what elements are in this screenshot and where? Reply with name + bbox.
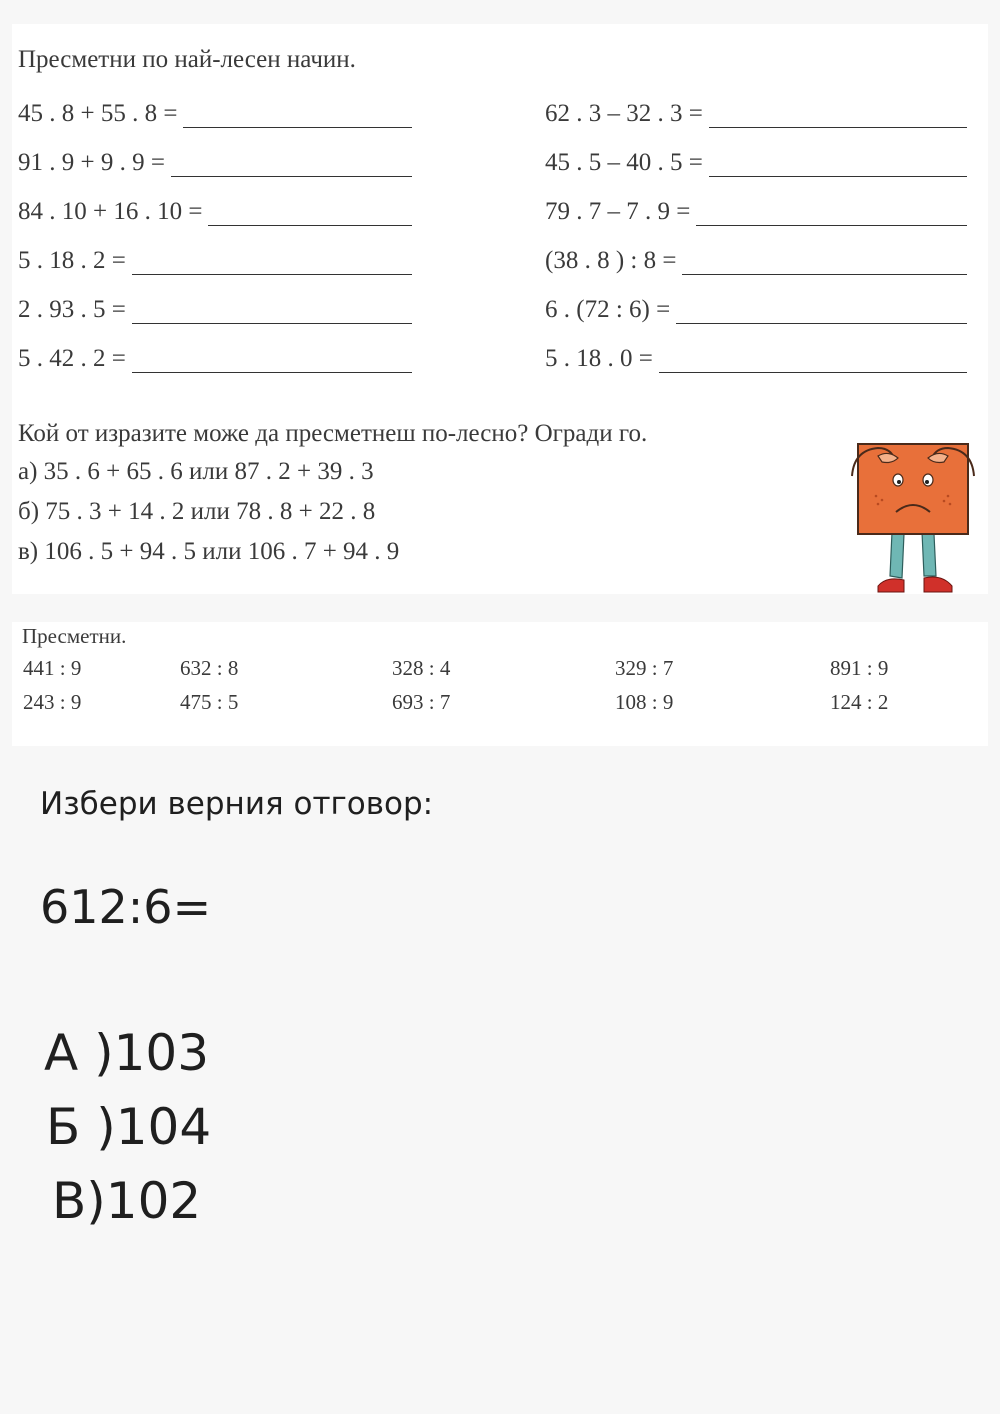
answer-blank: [208, 201, 412, 226]
expression: 2 . 93 . 5 =: [18, 296, 126, 323]
expression: 5 . 42 . 2 =: [18, 345, 126, 372]
exercise-row: [545, 290, 967, 324]
exercise-row: [18, 290, 412, 324]
answer-blank: [709, 152, 967, 177]
answer-blank: [676, 299, 967, 324]
worksheet-easy-calculation: [12, 24, 988, 594]
choice-c: в) 106 . 5 + 94 . 5 или 106 . 7 + 94 . 9: [18, 538, 400, 565]
division-item: 441 : 9: [23, 656, 82, 680]
exercise-row: [18, 143, 412, 177]
exercise-row: [18, 94, 412, 128]
answer-blank: [659, 348, 967, 373]
frowning-square-character-illustration: [848, 436, 978, 596]
division-item: 475 : 5: [180, 690, 239, 714]
answer-blank: [682, 250, 967, 275]
exercise-row: [545, 241, 967, 275]
worksheet-title: Пресметни.: [22, 624, 127, 648]
answer-option-b[interactable]: Б )104: [46, 1098, 212, 1156]
expression: 79 . 7 – 7 . 9 =: [545, 198, 691, 225]
exercise-row: [18, 339, 412, 373]
worksheet-title: Пресметни по най-лесен начин.: [18, 46, 356, 73]
answer-blank: [171, 152, 412, 177]
exercise-row: [18, 192, 412, 226]
answer-blank: [132, 250, 412, 275]
expression: 5 . 18 . 2 =: [18, 247, 126, 274]
division-item: 108 : 9: [615, 690, 674, 714]
answer-blank: [709, 103, 967, 128]
exercise-row: [545, 339, 967, 373]
answer-blank: [183, 103, 412, 128]
division-item: 243 : 9: [23, 690, 82, 714]
expression: 6 . (72 : 6) =: [545, 296, 671, 323]
answer-option-a[interactable]: А )103: [44, 1024, 210, 1082]
expression: 45 . 5 – 40 . 5 =: [545, 149, 703, 176]
exercise-row: [545, 143, 967, 177]
worksheet-division: [12, 622, 988, 746]
exercise-row: [545, 94, 967, 128]
answer-blank: [132, 348, 412, 373]
division-item: 328 : 4: [392, 656, 451, 680]
division-item: 124 : 2: [830, 690, 889, 714]
division-item: 891 : 9: [830, 656, 889, 680]
expression: 45 . 8 + 55 . 8 =: [18, 100, 178, 127]
answer-blank: [132, 299, 412, 324]
exercise-row: [545, 192, 967, 226]
answer-blank: [696, 201, 967, 226]
answer-option-c[interactable]: В)102: [52, 1172, 202, 1230]
division-item: 329 : 7: [615, 656, 674, 680]
division-item: 693 : 7: [392, 690, 451, 714]
choice-a: а) 35 . 6 + 65 . 6 или 87 . 2 + 39 . 3: [18, 458, 374, 485]
quiz-question: 612:6=: [40, 880, 212, 934]
division-item: 632 : 8: [180, 656, 239, 680]
expression: 5 . 18 . 0 =: [545, 345, 653, 372]
choice-b: б) 75 . 3 + 14 . 2 или 78 . 8 + 22 . 8: [18, 498, 376, 525]
expression: 84 . 10 + 16 . 10 =: [18, 198, 203, 225]
quiz-prompt: Избери верния отговор:: [40, 786, 434, 822]
circle-question: Кой от изразите може да пресметнеш по-лесно? Огради го.: [18, 420, 648, 447]
expression: 62 . 3 – 32 . 3 =: [545, 100, 703, 127]
expression: (38 . 8 ) : 8 =: [545, 247, 677, 274]
expression: 91 . 9 + 9 . 9 =: [18, 149, 165, 176]
exercise-row: [18, 241, 412, 275]
